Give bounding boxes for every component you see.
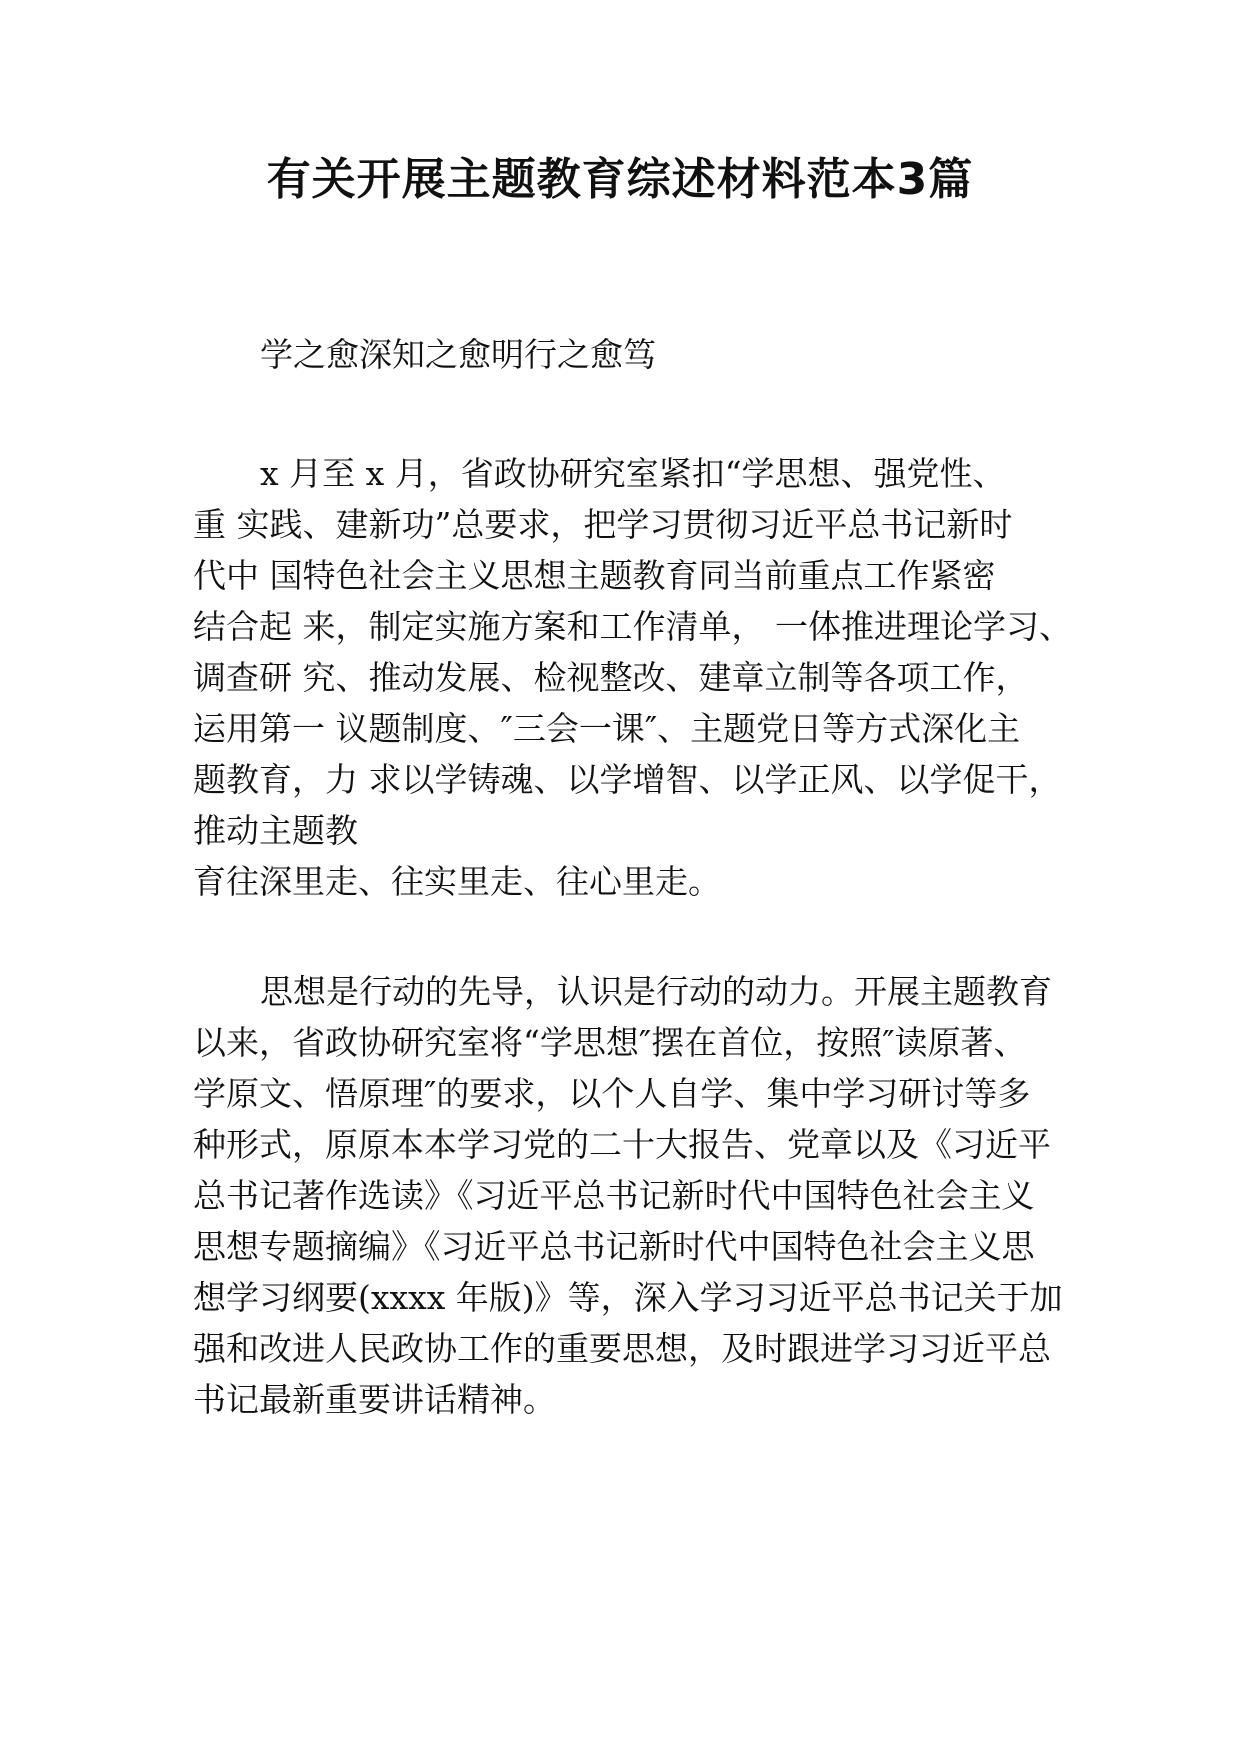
paragraph-line: 运用第一 议题制度、″三会一课″、主题党日等方式深化主 [193, 709, 1021, 748]
paragraph-line: 强和改进人民政协工作的重要思想，及时跟进学习习近平总 [193, 1329, 1051, 1368]
paragraph-line: 重 实践、建新功”总要求，把学习贯彻习近平总书记新时 [193, 505, 1013, 544]
paragraph-line: 育往深里走、往实里走、往心里走。 [193, 862, 721, 901]
document-title: 有关开展主题教育综述材料范本3篇 [266, 154, 974, 205]
paragraph-line: 思想是行动的先导，认识是行动的动力。开展主题教育 [260, 972, 1052, 1011]
paragraph-line: 题教育，力 求以学铸魂、以学增智、以学正风、以学促干， [193, 760, 1062, 799]
body-paragraph-2 [193, 966, 1073, 1425]
section-subheading: 学之愈深知之愈明行之愈笃 [260, 335, 656, 374]
paragraph-line: 思想专题摘编》《习近平总书记新时代中国特色社会主义思 [193, 1227, 1035, 1266]
paragraph-line: 代中 国特色社会主义思想主题教育同当前重点工作紧密 [193, 556, 996, 595]
paragraph-line: 学原文、悟原理″的要求，以个人自学、集中学习研讨等多 [193, 1074, 1031, 1113]
body-paragraph-1 [193, 448, 1073, 907]
paragraph-line: 结合起 来，制定实施方案和工作清单， 一体推进理论学习、 [193, 607, 1072, 646]
paragraph-line: 书记最新重要讲话精神。 [193, 1380, 556, 1419]
paragraph-line: 种形式，原原本本学习党的二十大报告、党章以及《习近平 [193, 1125, 1051, 1164]
paragraph-line: 想学习纲要(xxxx 年版)》等，深入学习习近平总书记关于加 [193, 1278, 1063, 1317]
paragraph-line: x 月至 x 月，省政协研究室紧扣“学思想、强党性、 [260, 454, 1006, 493]
paragraph-line: 总书记著作选读》《习近平总书记新时代中国特色社会主义 [193, 1176, 1035, 1215]
paragraph-line: 调查研 究、推动发展、检视整改、建章立制等各项工作， [193, 658, 1029, 697]
paragraph-line: 以来，省政协研究室将“学思想″摆在首位，按照″读原著、 [193, 1023, 1027, 1062]
paragraph-line: 推动主题教 [193, 811, 358, 850]
